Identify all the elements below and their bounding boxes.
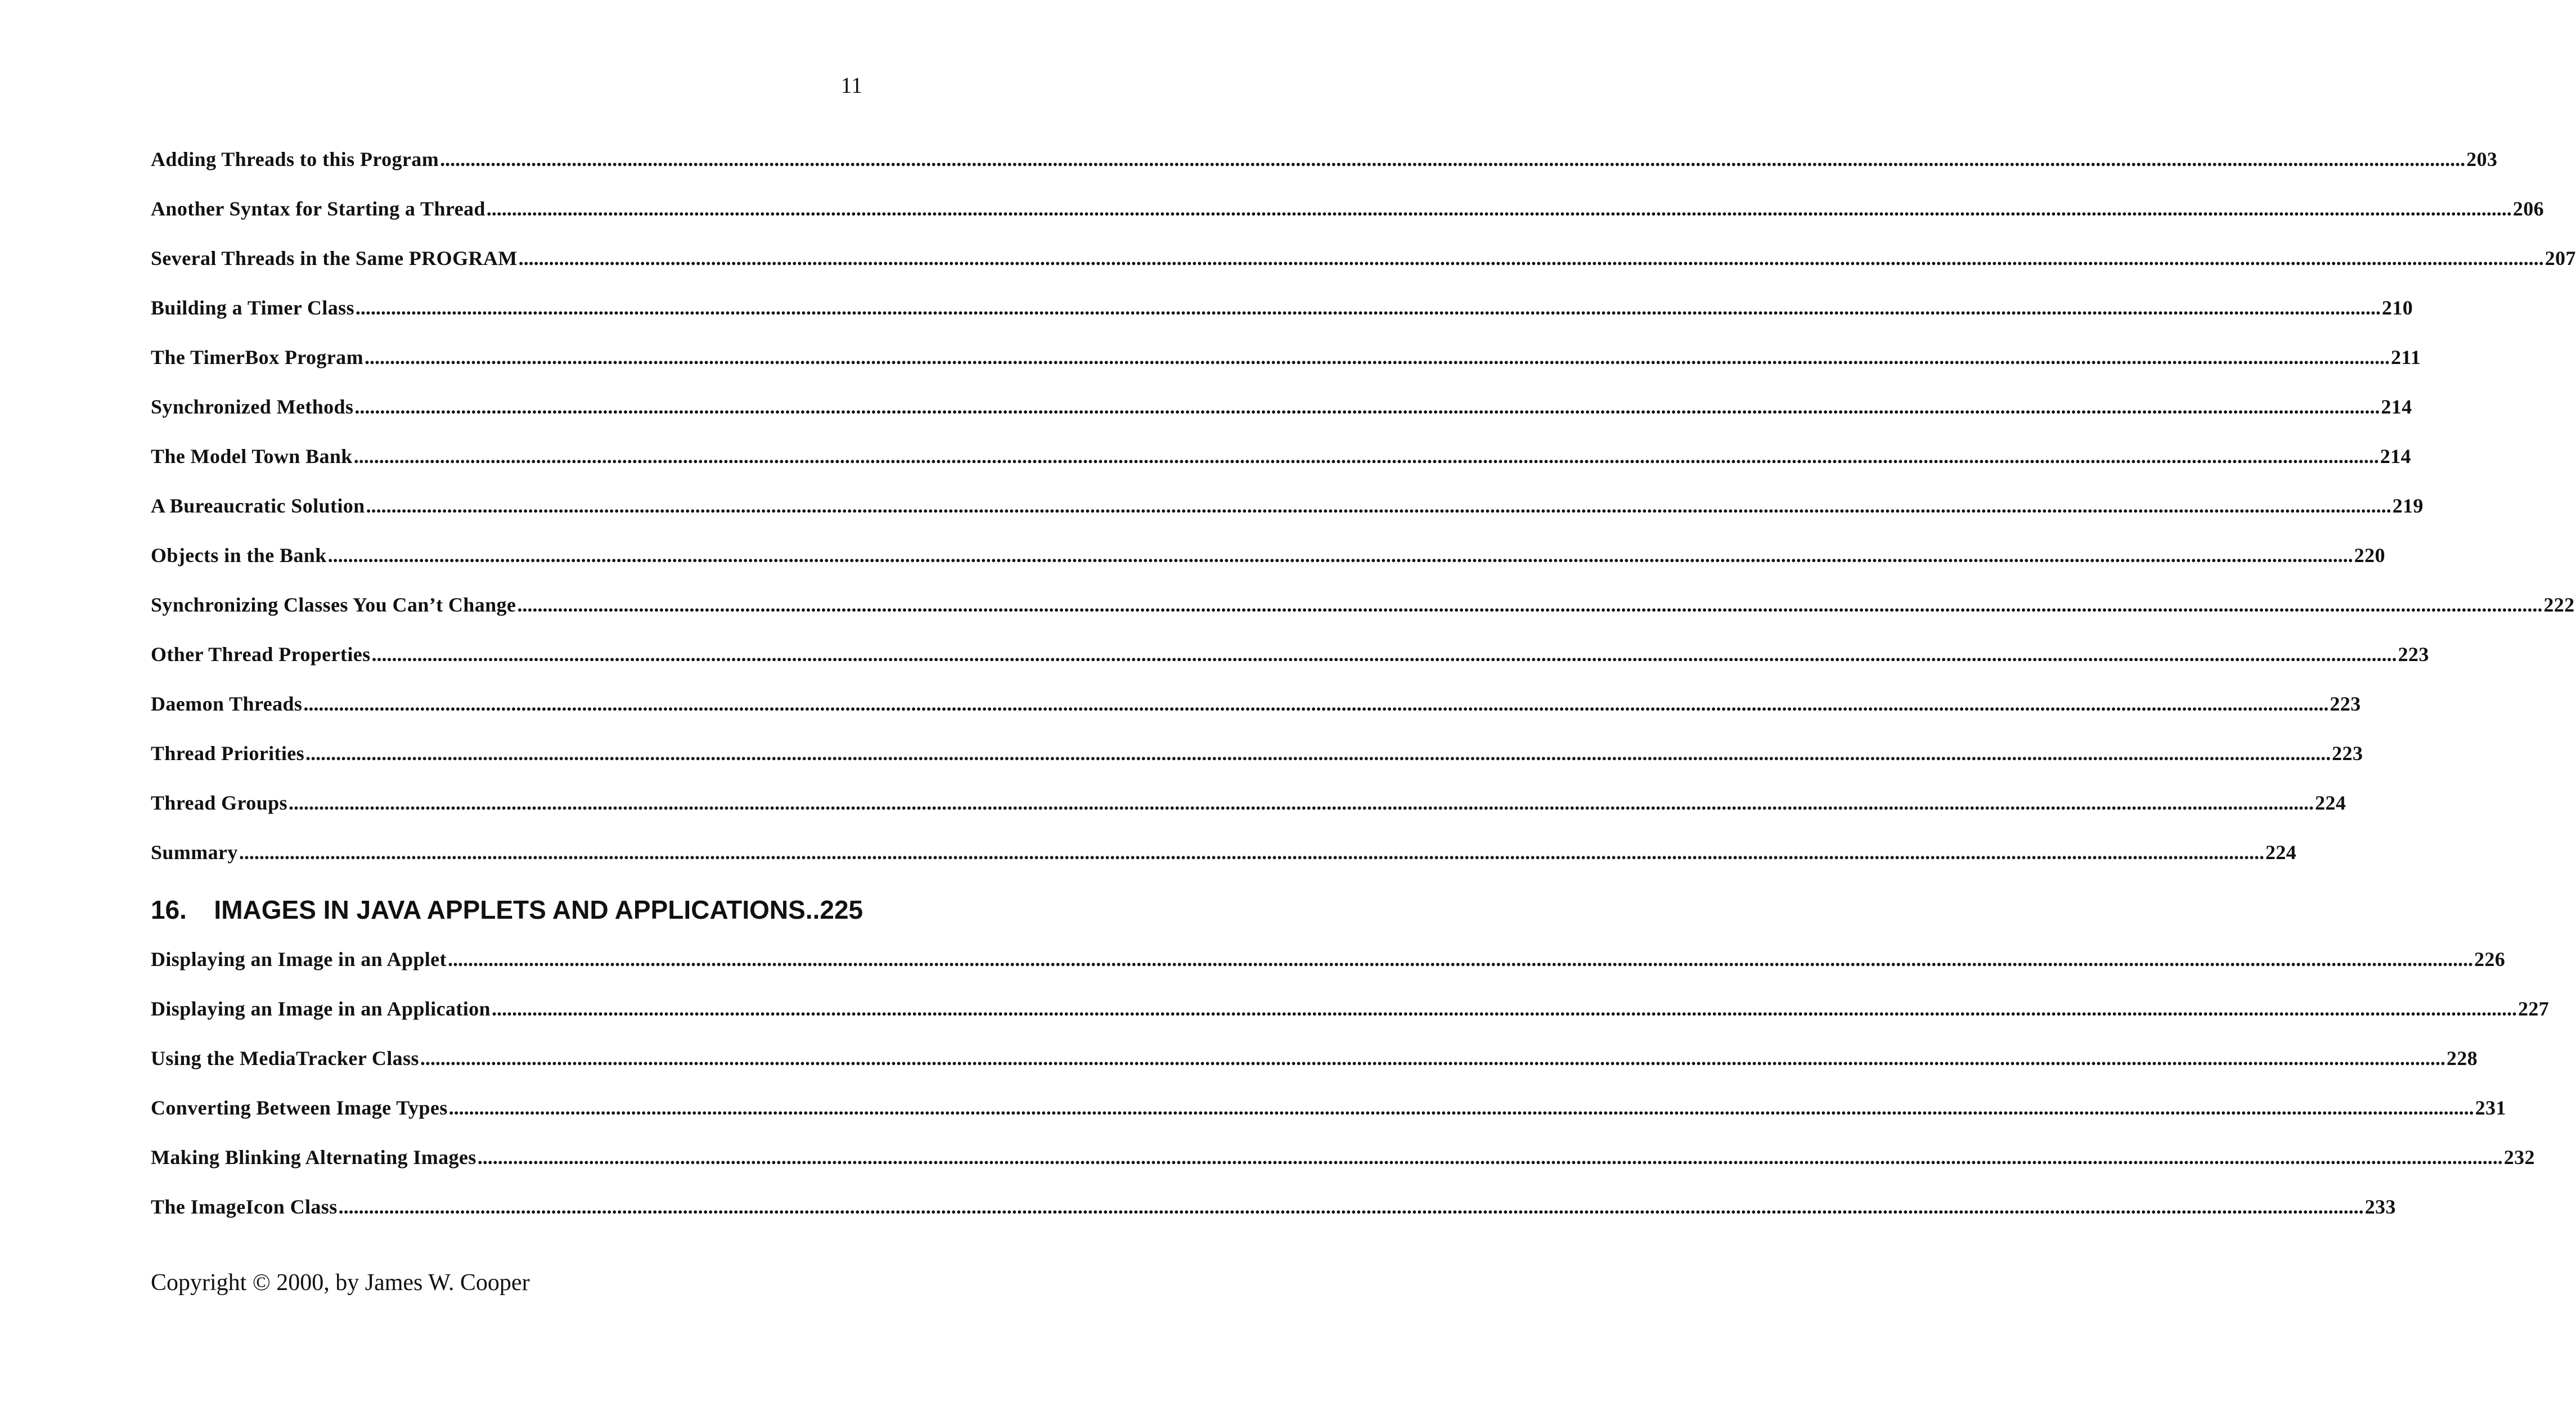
section-list bbox=[151, 147, 2576, 890]
dot-leader: ................................................................................................................................................................................................................................................................................................................................................................................................................ bbox=[517, 594, 2543, 616]
toc-entry[interactable] bbox=[151, 1046, 2478, 1096]
toc-entry[interactable] bbox=[151, 147, 2498, 197]
toc-entry-title: Building a Timer Class bbox=[151, 296, 354, 319]
toc-entry[interactable] bbox=[151, 642, 2429, 692]
dot-leader: ................................................................................................................................................................................................................................................................................................................................................................................................................ bbox=[477, 1146, 2503, 1169]
toc-entry-title: Summary bbox=[151, 841, 238, 864]
chapter-title: IMAGES IN JAVA APPLETS AND APPLICATIONS bbox=[214, 895, 806, 924]
toc-entry-page: 226 bbox=[2474, 948, 2506, 970]
toc-entry-title: Displaying an Image in an Applet bbox=[151, 948, 447, 970]
toc-entry-page: 231 bbox=[2475, 1097, 2506, 1119]
toc-entry-page: 220 bbox=[2354, 544, 2385, 567]
toc-entry-title: The TimerBox Program bbox=[151, 346, 363, 369]
toc-entry[interactable] bbox=[151, 444, 2411, 494]
chapter-page: 225 bbox=[820, 895, 863, 924]
toc-entry-page: 228 bbox=[2446, 1047, 2478, 1070]
dot-leader: ................................................................................................................................................................................................................................................................................................................................................................................................................ bbox=[371, 643, 2397, 666]
toc-entry-page: 214 bbox=[2380, 445, 2411, 468]
dot-leader: ................................................................................................................................................................................................................................................................................................................................................................................................................ bbox=[448, 1097, 2474, 1119]
toc-entry-page: 233 bbox=[2364, 1196, 2396, 1218]
toc-entry-title: Adding Threads to this Program bbox=[151, 148, 439, 170]
toc-entry-title: The Model Town Bank bbox=[151, 445, 353, 468]
toc-entry-title: Making Blinking Alternating Images bbox=[151, 1146, 476, 1169]
dot-leader: ................................................................................................................................................................................................................................................................................................................................................................................................................ bbox=[440, 148, 2466, 170]
toc-entry[interactable] bbox=[151, 692, 2361, 742]
toc-entry-page: 207 bbox=[2544, 247, 2576, 269]
toc-entry[interactable] bbox=[151, 791, 2346, 841]
toc-entry[interactable] bbox=[151, 947, 2506, 997]
toc-entry-title: Displaying an Image in an Application bbox=[151, 997, 491, 1020]
toc-entry-page: 223 bbox=[2330, 693, 2361, 715]
toc-entry-title: Thread Groups bbox=[151, 792, 287, 814]
toc-entry[interactable] bbox=[151, 1096, 2506, 1145]
dot-leader: ................................................................................................................................................................................................................................................................................................................................................................................................................ bbox=[305, 742, 2331, 765]
toc-entry-page: 219 bbox=[2392, 495, 2424, 517]
toc-entry-title: Another Syntax for Starting a Thread bbox=[151, 197, 485, 220]
chapter-leader: .. bbox=[805, 895, 820, 924]
toc-entry[interactable] bbox=[151, 1145, 2535, 1195]
toc-entry-page: 211 bbox=[2390, 346, 2421, 369]
toc-entry-page: 223 bbox=[2332, 742, 2363, 765]
toc-entry-title: Using the MediaTracker Class bbox=[151, 1047, 419, 1070]
toc-entry-title: Converting Between Image Types bbox=[151, 1097, 448, 1119]
toc-entry-page: 232 bbox=[2503, 1146, 2535, 1169]
toc-entry-title: Thread Priorities bbox=[151, 742, 305, 765]
dot-leader: ................................................................................................................................................................................................................................................................................................................................................................................................................ bbox=[338, 1196, 2364, 1218]
toc-entry-page: 203 bbox=[2466, 148, 2498, 170]
copyright-footer: Copyright © 2000, by James W. Cooper bbox=[151, 1270, 530, 1296]
dot-leader: ................................................................................................................................................................................................................................................................................................................................................................................................................ bbox=[447, 948, 2473, 970]
toc-entry-page: 206 bbox=[2512, 197, 2544, 220]
toc-entry-title: Several Threads in the Same PROGRAM bbox=[151, 247, 518, 269]
toc-entry-page: 222 bbox=[2543, 594, 2575, 616]
dot-leader: ................................................................................................................................................................................................................................................................................................................................................................................................................ bbox=[364, 346, 2390, 369]
dot-leader: ................................................................................................................................................................................................................................................................................................................................................................................................................ bbox=[491, 997, 2517, 1020]
toc-entry-title: A Bureaucratic Solution bbox=[151, 495, 365, 517]
toc-entry[interactable] bbox=[151, 296, 2413, 345]
chapter-number: 16. bbox=[151, 895, 187, 924]
toc-entry[interactable] bbox=[151, 1195, 2396, 1244]
dot-leader: ................................................................................................................................................................................................................................................................................................................................................................................................................ bbox=[486, 197, 2512, 220]
dot-leader: ................................................................................................................................................................................................................................................................................................................................................................................................................ bbox=[353, 445, 2379, 468]
dot-leader: ................................................................................................................................................................................................................................................................................................................................................................................................................ bbox=[239, 841, 2264, 864]
toc-entry-page: 214 bbox=[2381, 396, 2412, 418]
toc-entry-page: 224 bbox=[2265, 841, 2297, 864]
dot-leader: ................................................................................................................................................................................................................................................................................................................................................................................................................ bbox=[288, 792, 2314, 814]
toc-entry-title: Synchronized Methods bbox=[151, 396, 354, 418]
dot-leader: ................................................................................................................................................................................................................................................................................................................................................................................................................ bbox=[303, 693, 2329, 715]
toc-entry-title: Other Thread Properties bbox=[151, 643, 371, 666]
dot-leader: ................................................................................................................................................................................................................................................................................................................................................................................................................ bbox=[355, 296, 2381, 319]
toc-entry-title: The ImageIcon Class bbox=[151, 1196, 338, 1218]
table-of-contents bbox=[151, 147, 2576, 1244]
chapter-heading[interactable] bbox=[151, 895, 863, 946]
toc-entry[interactable] bbox=[151, 997, 2550, 1046]
toc-entry[interactable] bbox=[151, 742, 2363, 791]
dot-leader: ................................................................................................................................................................................................................................................................................................................................................................................................................ bbox=[518, 247, 2544, 269]
toc-entry-title: Objects in the Bank bbox=[151, 544, 327, 567]
toc-entry-page: 223 bbox=[2398, 643, 2429, 666]
toc-entry-page: 227 bbox=[2517, 997, 2550, 1020]
toc-entry[interactable] bbox=[151, 841, 2297, 890]
toc-entry[interactable] bbox=[151, 543, 2385, 593]
dot-leader: ................................................................................................................................................................................................................................................................................................................................................................................................................ bbox=[354, 396, 2380, 418]
chapter-section-list bbox=[151, 947, 2550, 1244]
toc-entry[interactable] bbox=[151, 246, 2576, 296]
toc-entry-title: Synchronizing Classes You Can’t Change bbox=[151, 594, 516, 616]
dot-leader: ................................................................................................................................................................................................................................................................................................................................................................................................................ bbox=[327, 544, 2353, 567]
toc-entry[interactable] bbox=[151, 197, 2544, 246]
toc-entry[interactable] bbox=[151, 395, 2412, 444]
toc-entry-page: 224 bbox=[2314, 792, 2346, 814]
dot-leader: ................................................................................................................................................................................................................................................................................................................................................................................................................ bbox=[366, 495, 2391, 517]
page-number: 11 bbox=[840, 73, 862, 98]
dot-leader: ................................................................................................................................................................................................................................................................................................................................................................................................................ bbox=[420, 1047, 2445, 1070]
toc-entry-page: 210 bbox=[2381, 296, 2413, 319]
toc-entry-title: Daemon Threads bbox=[151, 693, 303, 715]
toc-entry[interactable] bbox=[151, 345, 2421, 395]
toc-entry[interactable] bbox=[151, 593, 2575, 642]
toc-entry[interactable] bbox=[151, 494, 2424, 543]
